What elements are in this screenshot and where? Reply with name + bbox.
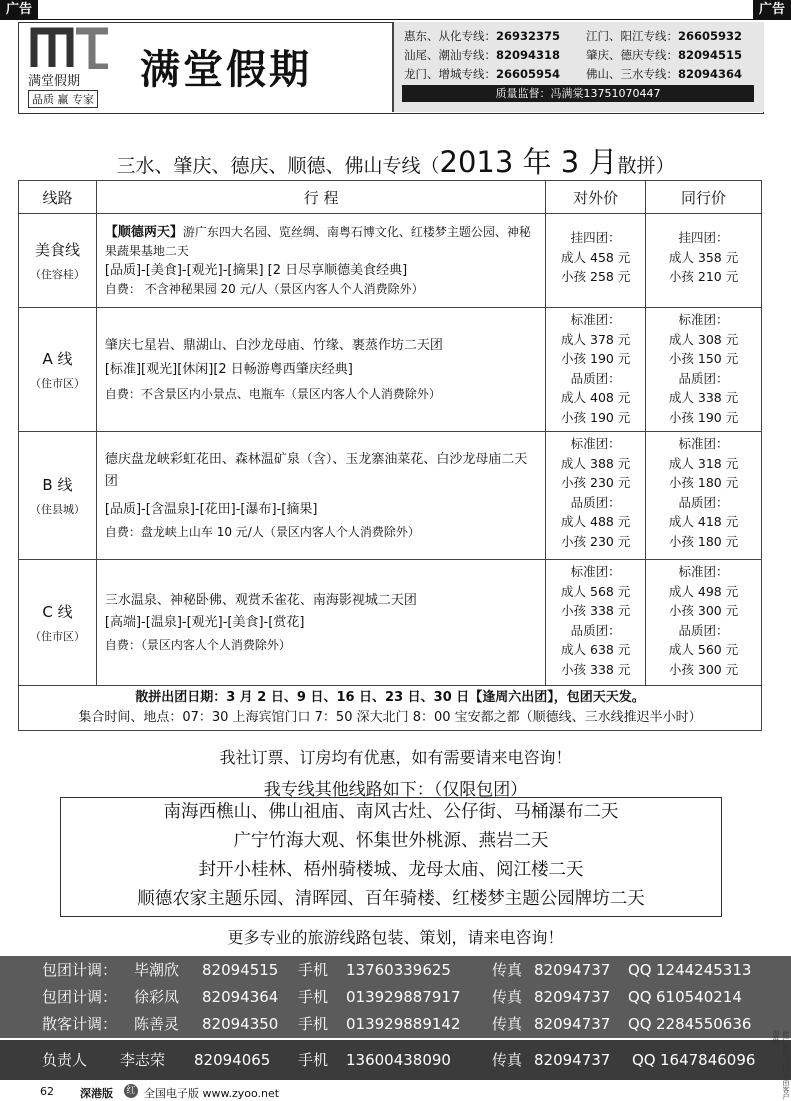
hotline-label: 肇庆、德庆专线： xyxy=(586,48,678,62)
price-line: 成人 408 元 xyxy=(561,390,631,406)
contact-qq-label: QQ xyxy=(628,961,652,979)
price-line: 成人 338 元 xyxy=(668,390,739,406)
top-divider xyxy=(0,19,791,20)
table-row xyxy=(19,560,762,686)
price-line: 成人 458 元 xyxy=(561,249,631,265)
price-line: 品质团： xyxy=(570,494,621,510)
hotline-phone: 26605954 xyxy=(496,67,561,81)
contact-tel: 82094364 xyxy=(202,988,279,1006)
contact-mobile: 013929889142 xyxy=(346,1015,461,1033)
edition-name: 深港版 xyxy=(80,1087,113,1100)
contact-fax-label: 传真 xyxy=(492,1015,523,1033)
itinerary-desc: 三水温泉、神秘卧佛、观赏禾雀花、南海影视城二天团 xyxy=(104,592,417,608)
table-row xyxy=(19,214,762,308)
contact-role: 包团计调： xyxy=(42,961,118,979)
responsible-name: 李志荣 xyxy=(120,1051,166,1069)
price-line: 成人 638 元 xyxy=(561,642,631,658)
other-route-line: 顺德农家主题乐园、清晖园、百年骑楼、红楼梦主题公园牌坊二天 xyxy=(137,889,645,909)
contact-qq-label: QQ xyxy=(628,988,652,1006)
itinerary-selfpay: 自费：（景区内客人个人消费除外） xyxy=(104,637,291,652)
table-row xyxy=(19,308,762,432)
price-line: 品质团： xyxy=(678,622,729,638)
itinerary-title: 【顺德两天】 xyxy=(104,224,183,240)
contact-role: 散客计调： xyxy=(42,1015,118,1033)
price-line: 标准团： xyxy=(678,312,729,327)
route-lodging: （住市区） xyxy=(29,630,85,643)
price-line: 标准团： xyxy=(570,312,621,327)
quality-supervise: 质量监督：冯满棠13751070447 xyxy=(402,85,754,102)
route-lodging: （住县城） xyxy=(29,503,85,516)
schedule-dates: 散拼出团日期：3 月 2 日、9 日、16 日、23 日、30 日【逢周六出团】，包团天天发。 xyxy=(135,690,645,705)
table-header-row xyxy=(19,181,762,214)
other-route-line: 南海西樵山、佛山祖庙、南风古灶、公仔街、马桶瀑布二天 xyxy=(163,802,619,822)
col-header: 对外价 xyxy=(546,181,646,214)
price-line: 成人 560 元 xyxy=(668,642,739,658)
route-name: 美食线 xyxy=(34,241,80,259)
price-line: 小孩 230 元 xyxy=(561,533,631,549)
public-price-cell xyxy=(546,560,646,686)
price-line: 小孩 150 元 xyxy=(668,351,739,367)
route-cell xyxy=(19,214,97,308)
itinerary-cell xyxy=(96,214,545,308)
price-line: 小孩 258 元 xyxy=(561,269,631,285)
responsible-qq: 1647846096 xyxy=(660,1051,756,1069)
edition-badge-icon: 红 xyxy=(124,1084,138,1098)
hotline-row xyxy=(404,66,560,82)
responsible-bar xyxy=(0,1040,791,1080)
price-line: 成人 358 元 xyxy=(668,249,739,265)
other-routes-title: 我专线其他线路如下：（仅限包团） xyxy=(263,780,528,800)
hotline-label: 龙门、增城专线： xyxy=(404,67,496,81)
other-routes-box xyxy=(60,797,722,917)
itinerary-cell xyxy=(96,308,545,432)
contacts-panel xyxy=(0,956,791,1038)
price-line: 成人 308 元 xyxy=(668,331,739,347)
col-header: 行 程 xyxy=(96,181,545,214)
itinerary-selfpay: 自费：盘龙峡上山车 10 元/人（景区内客人个人消费除外） xyxy=(104,524,420,539)
hotline-label: 佛山、三水专线： xyxy=(586,67,678,81)
public-price-cell xyxy=(546,432,646,560)
price-line: 品质团： xyxy=(678,494,729,510)
itinerary-tags: [品质]-[含温泉]-[花田]-[瀑布]-[摘果] xyxy=(104,501,318,517)
price-line: 标准团： xyxy=(570,436,621,451)
price-line: 标准团： xyxy=(678,436,729,451)
hotline-row xyxy=(404,47,560,63)
col-header: 同行价 xyxy=(646,181,762,214)
price-line: 成人 568 元 xyxy=(561,583,631,599)
contact-tel: 82094350 xyxy=(202,1015,279,1033)
responsible-fax: 82094737 xyxy=(534,1051,611,1069)
responsible-mobile-label: 手机 xyxy=(298,1051,329,1069)
logo-text: 满堂假期 xyxy=(28,74,81,89)
schedule-cell xyxy=(19,686,762,731)
itinerary-selfpay: 自费： 不含神秘果园 20 元/人（景区内客人个人消费除外） xyxy=(104,281,424,296)
hotline-row xyxy=(404,28,560,44)
hotline-phone: 26605932 xyxy=(678,29,743,43)
itinerary-cell xyxy=(96,432,545,560)
itinerary-tags: [标准][观光][休闲][2 日畅游粤西肇庆经典] xyxy=(104,361,353,377)
hotline-phone: 82094364 xyxy=(678,67,743,81)
price-line: 小孩 338 元 xyxy=(561,661,631,677)
contact-mobile: 13760339625 xyxy=(346,961,451,979)
trade-price-cell xyxy=(646,308,762,432)
price-line: 成人 498 元 xyxy=(668,583,739,599)
trade-price-cell xyxy=(646,432,762,560)
trade-price-cell xyxy=(646,560,762,686)
contact-mobile: 013929887917 xyxy=(346,988,461,1006)
trade-price-cell xyxy=(646,214,762,308)
ad-label-right: 广告 xyxy=(753,0,791,20)
contact-name: 毕潮欣 xyxy=(134,961,180,979)
price-line: 小孩 338 元 xyxy=(561,603,631,619)
contact-fax: 82094737 xyxy=(534,961,611,979)
route-cell xyxy=(19,432,97,560)
price-line: 成人 388 元 xyxy=(561,455,631,471)
itinerary-selfpay: 自费：不含景区内小景点、电瓶车（景区内客人个人消费除外） xyxy=(104,386,441,401)
price-line: 小孩 210 元 xyxy=(668,269,739,285)
itinerary-desc: 游广东四大名园、览丝绸、南粤石博文化、红楼梦主题公园、神秘果蔬果基地二天 xyxy=(104,224,531,258)
price-line: 小孩 180 元 xyxy=(668,533,739,549)
itinerary-desc: 德庆盘龙峡彩虹花田、森林温矿泉（含）、玉龙寨油菜花、白沙龙母庙二天团 xyxy=(104,451,528,489)
responsible-mobile: 13600438090 xyxy=(346,1051,451,1069)
consult-notice: 更多专业的旅游线路包装、策划，请来电咨询！ xyxy=(227,928,564,947)
responsible-role: 负责人 xyxy=(42,1051,88,1069)
contact-row xyxy=(0,984,791,1011)
contact-fax: 82094737 xyxy=(534,988,611,1006)
booking-notice: 我社订票、订房均有优惠，如有需要请来电咨询！ xyxy=(219,748,572,767)
price-line: 小孩 190 元 xyxy=(561,351,631,367)
price-line: 小孩 180 元 xyxy=(668,475,739,491)
contact-row xyxy=(0,957,791,984)
col-header: 线路 xyxy=(19,181,97,214)
route-name: A 线 xyxy=(42,350,73,368)
price-line: 成人 418 元 xyxy=(668,514,739,530)
price-line: 标准团： xyxy=(570,564,621,579)
responsible-fax-label: 传真 xyxy=(492,1051,523,1069)
title-date: 2013 年 3 月 xyxy=(439,145,618,179)
other-route-line: 广宁竹海大观、怀集世外桃源、燕岩二天 xyxy=(233,831,549,851)
hotline-row xyxy=(586,28,742,44)
title-prefix: 三水、肇庆、德庆、顺德、佛山专线（ xyxy=(116,155,440,177)
price-line: 成人 318 元 xyxy=(668,455,739,471)
route-name: C 线 xyxy=(42,603,73,621)
contact-mobile-label: 手机 xyxy=(298,961,329,979)
price-line: 小孩 300 元 xyxy=(668,661,739,677)
contact-fax-label: 传真 xyxy=(492,988,523,1006)
price-line: 挂四团： xyxy=(570,230,621,245)
price-line: 品质团： xyxy=(570,622,621,638)
hotline-label: 汕尾、潮汕专线： xyxy=(404,48,496,62)
hotline-phone: 26932375 xyxy=(496,29,561,43)
contact-mobile-label: 手机 xyxy=(298,1015,329,1033)
price-line: 品质团： xyxy=(570,370,621,386)
page-title xyxy=(0,140,791,181)
title-suffix: 散拼） xyxy=(617,155,675,177)
route-cell xyxy=(19,560,97,686)
price-line: 成人 378 元 xyxy=(561,331,631,347)
price-line: 标准团： xyxy=(678,564,729,579)
ad-label-left: 广告 xyxy=(0,0,38,20)
itinerary-tags: [品质]-[美食]-[观光]-[摘果] [2 日尽享顺德美食经典] xyxy=(104,262,408,278)
contact-fax: 82094737 xyxy=(534,1015,611,1033)
route-lodging: （住容桂） xyxy=(29,268,85,281)
hotline-label: 江门、阳江专线： xyxy=(586,29,678,43)
price-line: 小孩 300 元 xyxy=(668,603,739,619)
contact-name: 陈善灵 xyxy=(134,1015,180,1033)
contact-row xyxy=(0,1011,791,1038)
price-line: 品质团： xyxy=(678,370,729,386)
page-number: 62 xyxy=(40,1085,54,1098)
contact-tel: 82094515 xyxy=(202,961,279,979)
contact-qq: 2284550636 xyxy=(656,1015,752,1033)
page-footer xyxy=(0,1082,791,1100)
responsible-tel: 82094065 xyxy=(194,1051,271,1069)
public-price-cell xyxy=(546,308,646,432)
contact-qq-label: QQ xyxy=(628,1015,652,1033)
itinerary-cell xyxy=(96,560,545,686)
contact-fax-label: 传真 xyxy=(492,961,523,979)
price-line: 小孩 190 元 xyxy=(561,409,631,425)
logo-slogan: 品质 赢 专家 xyxy=(28,90,98,108)
public-price-cell xyxy=(546,214,646,308)
price-line: 小孩 190 元 xyxy=(668,409,739,425)
hotline-label: 惠东、从化专线： xyxy=(404,29,496,43)
contact-role: 包团计调： xyxy=(42,988,118,1006)
contact-qq: 1244245313 xyxy=(656,961,752,979)
side-note: 此广告图文内容由客户提供 xyxy=(772,1030,790,1100)
price-line: 挂四团： xyxy=(678,230,729,245)
brand-name: 满堂假期 xyxy=(140,46,312,93)
table-row xyxy=(19,432,762,560)
hotline-row xyxy=(586,66,742,82)
contact-mobile-label: 手机 xyxy=(298,988,329,1006)
hotline-phone: 82094318 xyxy=(496,48,561,62)
hotline-phone: 82094515 xyxy=(678,48,743,62)
responsible-qq-label: QQ xyxy=(632,1051,656,1069)
price-line: 成人 488 元 xyxy=(561,514,631,530)
route-name: B 线 xyxy=(42,476,73,494)
schedule-meeting: 集合时间、地点：07：30 上海宾馆门口 7：50 深大北门 8：00 宝安都之都（顺德线、三水线推迟半小时） xyxy=(78,710,702,725)
hotline-row xyxy=(586,47,742,63)
schedule-row xyxy=(19,686,762,731)
price-line: 小孩 230 元 xyxy=(561,475,631,491)
site-link[interactable]: 全国电子版 www.zyoo.net xyxy=(144,1087,280,1100)
itinerary-desc: 肇庆七星岩、鼎湖山、白沙龙母庙、竹缘、裹蒸作坊二天团 xyxy=(104,337,443,353)
contact-name: 徐彩凤 xyxy=(134,988,180,1006)
route-cell xyxy=(19,308,97,432)
contact-qq: 610540214 xyxy=(656,988,742,1006)
hotline-box xyxy=(392,22,764,112)
other-route-line: 封开小桂林、梧州骑楼城、龙母太庙、阅江楼二天 xyxy=(198,860,584,880)
route-table xyxy=(18,180,762,731)
route-lodging: （住市区） xyxy=(29,377,85,390)
itinerary-tags: [高端]-[温泉]-[观光]-[美食]-[赏花] xyxy=(104,614,305,630)
mt-logo-icon xyxy=(30,25,110,69)
